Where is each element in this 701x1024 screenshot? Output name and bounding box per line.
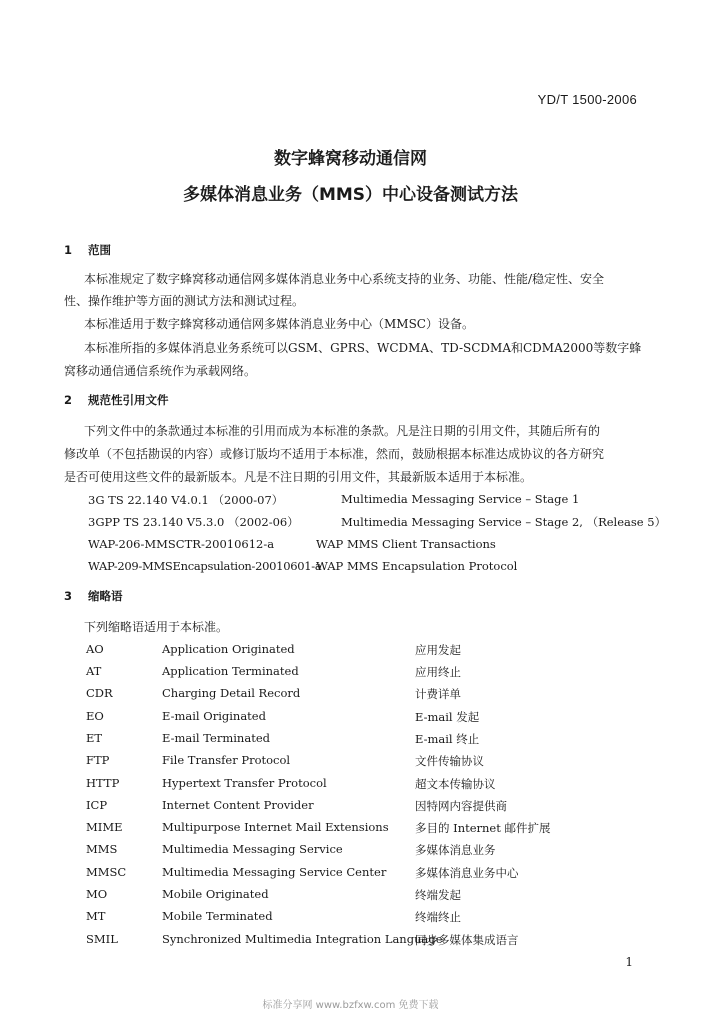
abbreviation-english: Multimedia Messaging Service <box>162 842 343 856</box>
section-1-paragraph-1-line-1: 本标准规定了数字蜂窝移动通信网多媒体消息业务中心系统支持的业务、功能、性能/稳定性、安全 <box>84 272 605 286</box>
abbreviation-chinese: 文件传输协议 <box>415 754 484 768</box>
reference-code: 3G TS 22.140 V4.0.1 （2000-07） <box>88 493 284 507</box>
section-2-paragraph-line-3: 是否可使用这些文件的最新版本。凡是不注日期的引用文件，其最新版本适用于本标准。 <box>64 470 533 484</box>
abbreviation-english: Mobile Terminated <box>162 909 273 923</box>
abbreviation-chinese: 多媒体消息业务 <box>415 843 496 857</box>
abbreviation-row <box>0 642 701 662</box>
abbreviation-chinese: 同步多媒体集成语言 <box>415 933 519 947</box>
abbreviation-row <box>0 731 701 751</box>
abbreviation-row <box>0 709 701 729</box>
reference-code: 3GPP TS 23.140 V5.3.0 （2002-06） <box>88 515 299 529</box>
abbreviation-chinese: E-mail 发起 <box>415 710 480 724</box>
abbreviation-row <box>0 776 701 796</box>
reference-title: Multimedia Messaging Service – Stage 1 <box>341 492 580 506</box>
abbreviation: ET <box>86 731 103 745</box>
abbreviation: AO <box>86 642 104 656</box>
section-2-paragraph-line-2: 修改单（不包括勘误的内容）或修订版均不适用于本标准，然而，鼓励根据本标准达成协议的各方研究 <box>64 447 605 461</box>
abbreviation-chinese: 超文本传输协议 <box>415 777 496 791</box>
abbreviation-english: Multimedia Messaging Service Center <box>162 865 387 879</box>
abbreviation-english: Charging Detail Record <box>162 686 301 700</box>
section-1-paragraph-2: 本标准适用于数字蜂窝移动通信网多媒体消息业务中心（MMSC）设备。 <box>84 317 474 331</box>
reference-code: WAP-206-MMSCTR-20010612-a <box>88 537 275 551</box>
section-title: 缩略语 <box>88 589 123 603</box>
document-title-line-2: 多媒体消息业务（MMS）中心设备测试方法 <box>182 185 519 205</box>
footer-watermark[interactable]: 标准分享网 www.bzfxw.com 免费下载 <box>262 1000 439 1011</box>
section-2-paragraph-line-1: 下列文件中的条款通过本标准的引用而成为本标准的条款。凡是注日期的引用文件，其随后所有的 <box>84 424 601 438</box>
abbreviation-english: Internet Content Provider <box>162 798 314 812</box>
document-title-line-1: 数字蜂窝移动通信网 <box>274 149 427 169</box>
abbreviation-row <box>0 798 701 818</box>
abbreviation: MMSC <box>86 865 127 879</box>
abbreviation-row <box>0 932 701 952</box>
abbreviation-row <box>0 842 701 862</box>
section-title: 规范性引用文件 <box>88 393 169 407</box>
abbreviation: MIME <box>86 820 123 834</box>
abbreviation: MMS <box>86 842 118 856</box>
abbreviation-chinese: 终端发起 <box>415 888 461 902</box>
abbreviation-chinese: 终端终止 <box>415 910 461 924</box>
section-3-intro: 下列缩略语适用于本标准。 <box>84 620 229 634</box>
abbreviation-row <box>0 820 701 840</box>
abbreviation-chinese: 多媒体消息业务中心 <box>415 866 519 880</box>
abbreviation-chinese: 计费详单 <box>415 687 461 701</box>
page-number: 1 <box>625 955 633 969</box>
abbreviation-english: Application Originated <box>162 642 295 656</box>
abbreviation-row <box>0 865 701 885</box>
abbreviation: MT <box>86 909 106 923</box>
abbreviation-row <box>0 753 701 773</box>
section-number: 2 <box>64 393 73 407</box>
section-1-paragraph-3-line-1: 本标准所指的多媒体消息业务系统可以GSM、GPRS、WCDMA、TD-SCDMA和CDMA2000等数字蜂 <box>84 341 642 355</box>
abbreviation: CDR <box>86 686 113 700</box>
abbreviation: MO <box>86 887 108 901</box>
abbreviation-chinese: 应用终止 <box>415 665 461 679</box>
section-3-heading <box>64 588 123 604</box>
abbreviation-english: Mobile Originated <box>162 887 269 901</box>
reference-code: WAP-209-MMSEncapsulation-20010601-a <box>88 559 322 573</box>
section-number: 3 <box>64 589 73 603</box>
abbreviation-english: Application Terminated <box>162 664 299 678</box>
abbreviation-row <box>0 686 701 706</box>
abbreviation-chinese: 应用发起 <box>415 643 461 657</box>
abbreviation-chinese: 因特网内容提供商 <box>415 799 507 813</box>
abbreviation-english: Multipurpose Internet Mail Extensions <box>162 820 389 834</box>
abbreviation: SMIL <box>86 932 118 946</box>
abbreviation: EO <box>86 709 104 723</box>
abbreviation-english: E-mail Originated <box>162 709 266 723</box>
abbreviation: FTP <box>86 753 110 767</box>
standard-code: YD/T 1500-2006 <box>537 92 637 107</box>
abbreviation-chinese: 多目的 Internet 邮件扩展 <box>415 821 551 835</box>
abbreviation-english: Synchronized Multimedia Integration Language <box>162 932 443 946</box>
abbreviation: AT <box>86 664 102 678</box>
section-2-heading <box>64 392 169 408</box>
reference-title: WAP MMS Encapsulation Protocol <box>316 559 518 573</box>
abbreviation: ICP <box>86 798 108 812</box>
abbreviation-row <box>0 887 701 907</box>
section-1-heading <box>64 242 111 258</box>
section-1-paragraph-3-line-2: 窝移动通信通信系统作为承载网络。 <box>64 364 257 378</box>
section-title: 范围 <box>88 243 111 257</box>
abbreviation-english: E-mail Terminated <box>162 731 270 745</box>
reference-title: Multimedia Messaging Service – Stage 2, （Release 5） <box>341 515 667 529</box>
section-number: 1 <box>64 243 73 257</box>
abbreviation-row <box>0 664 701 684</box>
abbreviation-english: File Transfer Protocol <box>162 753 291 767</box>
abbreviation-chinese: E-mail 终止 <box>415 732 480 746</box>
abbreviation-row <box>0 909 701 929</box>
abbreviation: HTTP <box>86 776 120 790</box>
section-1-paragraph-1-line-2: 性、操作维护等方面的测试方法和测试过程。 <box>64 294 305 308</box>
reference-title: WAP MMS Client Transactions <box>316 537 496 551</box>
abbreviation-english: Hypertext Transfer Protocol <box>162 776 327 790</box>
